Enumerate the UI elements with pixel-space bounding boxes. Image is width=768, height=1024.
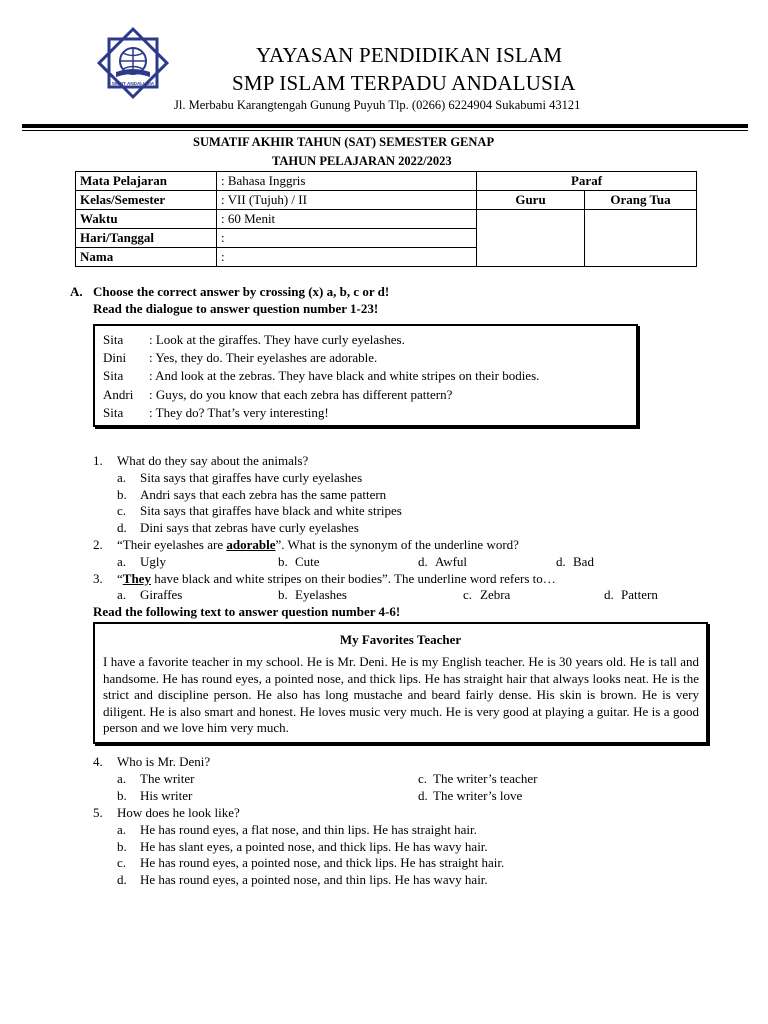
option-key[interactable]: a. bbox=[117, 771, 127, 786]
option-key[interactable]: c. bbox=[117, 855, 127, 870]
underlined-word: They bbox=[122, 571, 151, 586]
question-text: How does he look like? bbox=[117, 805, 240, 820]
option-text[interactable]: Ugly bbox=[140, 554, 166, 569]
school-year: TAHUN PELAJARAN 2022/2023 bbox=[272, 154, 452, 168]
date-field[interactable]: : bbox=[217, 229, 477, 248]
question-text: What do they say about the animals? bbox=[117, 453, 309, 468]
option-key[interactable]: b. bbox=[117, 788, 127, 803]
question-number: 5. bbox=[93, 805, 103, 820]
question-text: “Their eyelashes are adorable”. What is the synonym of the underline word? bbox=[117, 537, 519, 552]
option-text[interactable]: He has round eyes, a pointed nose, and thin lips. He has wavy hair. bbox=[140, 872, 488, 887]
dialogue-line: : And look at the zebras. They have black and white stripes on their bodies. bbox=[149, 368, 540, 383]
guru-header: Guru bbox=[477, 191, 585, 210]
info-label: Waktu bbox=[76, 210, 217, 229]
option-text[interactable]: The writer bbox=[140, 771, 195, 786]
option-text[interactable]: Zebra bbox=[480, 587, 511, 602]
section-instruction: Choose the correct answer by crossing (x) a, b, c or d! bbox=[93, 284, 390, 299]
option-text[interactable]: He has slant eyes, a pointed nose, and thick lips. He has wavy hair. bbox=[140, 839, 488, 854]
info-value: : Bahasa Inggris bbox=[217, 172, 477, 191]
read-instruction-2: Read the following text to answer question number 4-6! bbox=[93, 604, 401, 619]
option-key[interactable]: d. bbox=[418, 788, 428, 803]
option-text[interactable]: Bad bbox=[573, 554, 594, 569]
dialogue-speaker: Sita bbox=[103, 405, 124, 420]
option-key[interactable]: a. bbox=[117, 554, 127, 569]
option-key[interactable]: d. bbox=[117, 872, 127, 887]
option-key[interactable]: b. bbox=[117, 839, 127, 854]
question-number: 4. bbox=[93, 754, 103, 769]
question-text: Who is Mr. Deni? bbox=[117, 754, 211, 769]
option-key[interactable]: d. bbox=[418, 554, 428, 569]
guru-signature-cell[interactable] bbox=[477, 210, 585, 267]
section-label: A. bbox=[70, 284, 83, 299]
orang-tua-header: Orang Tua bbox=[585, 191, 697, 210]
underlined-word: adorable bbox=[226, 537, 276, 552]
option-key[interactable]: d. bbox=[604, 587, 614, 602]
option-text[interactable]: Sita says that giraffes have black and white stripes bbox=[140, 503, 402, 518]
info-label: Mata Pelajaran bbox=[76, 172, 217, 191]
info-label: Kelas/Semester bbox=[76, 191, 217, 210]
question-number: 3. bbox=[93, 571, 103, 586]
dialogue-line: : Guys, do you know that each zebra has different pattern? bbox=[149, 387, 453, 402]
name-field[interactable]: : bbox=[217, 248, 477, 267]
header-rule-thin bbox=[22, 130, 748, 131]
info-value: : 60 Menit bbox=[217, 210, 477, 229]
option-key[interactable]: c. bbox=[117, 503, 127, 518]
option-key[interactable]: d. bbox=[556, 554, 566, 569]
option-text[interactable]: Cute bbox=[295, 554, 320, 569]
reading-title: My Favorites Teacher bbox=[339, 632, 462, 647]
header-rule-thick bbox=[22, 124, 748, 128]
option-text[interactable]: Giraffes bbox=[140, 587, 183, 602]
option-key[interactable]: c. bbox=[418, 771, 428, 786]
option-text[interactable]: His writer bbox=[140, 788, 193, 803]
info-label: Nama bbox=[76, 248, 217, 267]
option-text[interactable]: He has round eyes, a flat nose, and thin lips. He has straight hair. bbox=[140, 822, 477, 837]
logo-lettering: SMPIT ANDALUSIA bbox=[111, 81, 155, 86]
question-text: “They have black and white stripes on their bodies”. The underline word refers to… bbox=[117, 571, 556, 586]
dialogue-line: : They do? That’s very interesting! bbox=[149, 405, 329, 420]
option-text[interactable]: Eyelashes bbox=[295, 587, 347, 602]
dialogue-line: : Look at the giraffes. They have curly eyelashes. bbox=[149, 332, 405, 347]
dialogue-speaker: Sita bbox=[103, 332, 124, 347]
option-key[interactable]: b. bbox=[117, 487, 127, 502]
option-key[interactable]: b. bbox=[278, 587, 288, 602]
dialogue-speaker: Dini bbox=[103, 350, 127, 365]
option-key[interactable]: c. bbox=[463, 587, 473, 602]
option-key[interactable]: a. bbox=[117, 587, 127, 602]
school-address: Jl. Merbabu Karangtengah Gunung Puyuh Tlp. (0266) 6224904 Sukabumi 43121 bbox=[174, 98, 581, 112]
exam-title: SUMATIF AKHIR TAHUN (SAT) SEMESTER GENAP bbox=[193, 135, 495, 149]
paraf-header: Paraf bbox=[477, 172, 697, 191]
option-key[interactable]: b. bbox=[278, 554, 288, 569]
option-text[interactable]: Awful bbox=[435, 554, 468, 569]
dialogue-speaker: Sita bbox=[103, 368, 124, 383]
school-logo-icon bbox=[92, 22, 174, 104]
option-text[interactable]: The writer’s love bbox=[433, 788, 523, 803]
info-value: : VII (Tujuh) / II bbox=[217, 191, 477, 210]
read-instruction-1: Read the dialogue to answer question number 1-23! bbox=[93, 301, 379, 316]
option-text[interactable]: The writer’s teacher bbox=[433, 771, 538, 786]
org-name: YAYASAN PENDIDIKAN ISLAM bbox=[256, 43, 563, 67]
option-text[interactable]: He has round eyes, a pointed nose, and thick lips. He has straight hair. bbox=[140, 855, 505, 870]
orang-tua-signature-cell[interactable] bbox=[585, 210, 697, 267]
option-key[interactable]: d. bbox=[117, 520, 127, 535]
question-number: 1. bbox=[93, 453, 103, 468]
info-label: Hari/Tanggal bbox=[76, 229, 217, 248]
option-key[interactable]: a. bbox=[117, 822, 127, 837]
option-key[interactable]: a. bbox=[117, 470, 127, 485]
dialogue-line: : Yes, they do. Their eyelashes are adorable. bbox=[149, 350, 378, 365]
reading-text: I have a favorite teacher in my school. He is Mr. Deni. He is my English teacher. He is 30 years old. He is tall and handsome. He has round eyes, a pointed nose, and thick lips. He has straight hair that always looks neat. He is the strict and discipline person. He also has long mustache and beard fairly dense. His skin is brown. He is very diligent. He is also smart and honest. He loves music very much. He is very good at playing a guitar. He is a good person and we love him very much. bbox=[103, 654, 699, 736]
question-number: 2. bbox=[93, 537, 103, 552]
option-text[interactable]: Andri says that each zebra has the same pattern bbox=[140, 487, 387, 502]
option-text[interactable]: Pattern bbox=[621, 587, 658, 602]
school-name: SMP ISLAM TERPADU ANDALUSIA bbox=[232, 71, 576, 95]
option-text[interactable]: Dini says that zebras have curly eyelashes bbox=[140, 520, 359, 535]
dialogue-speaker: Andri bbox=[103, 387, 134, 402]
info-table bbox=[75, 171, 697, 267]
option-text[interactable]: Sita says that giraffes have curly eyelashes bbox=[140, 470, 363, 485]
